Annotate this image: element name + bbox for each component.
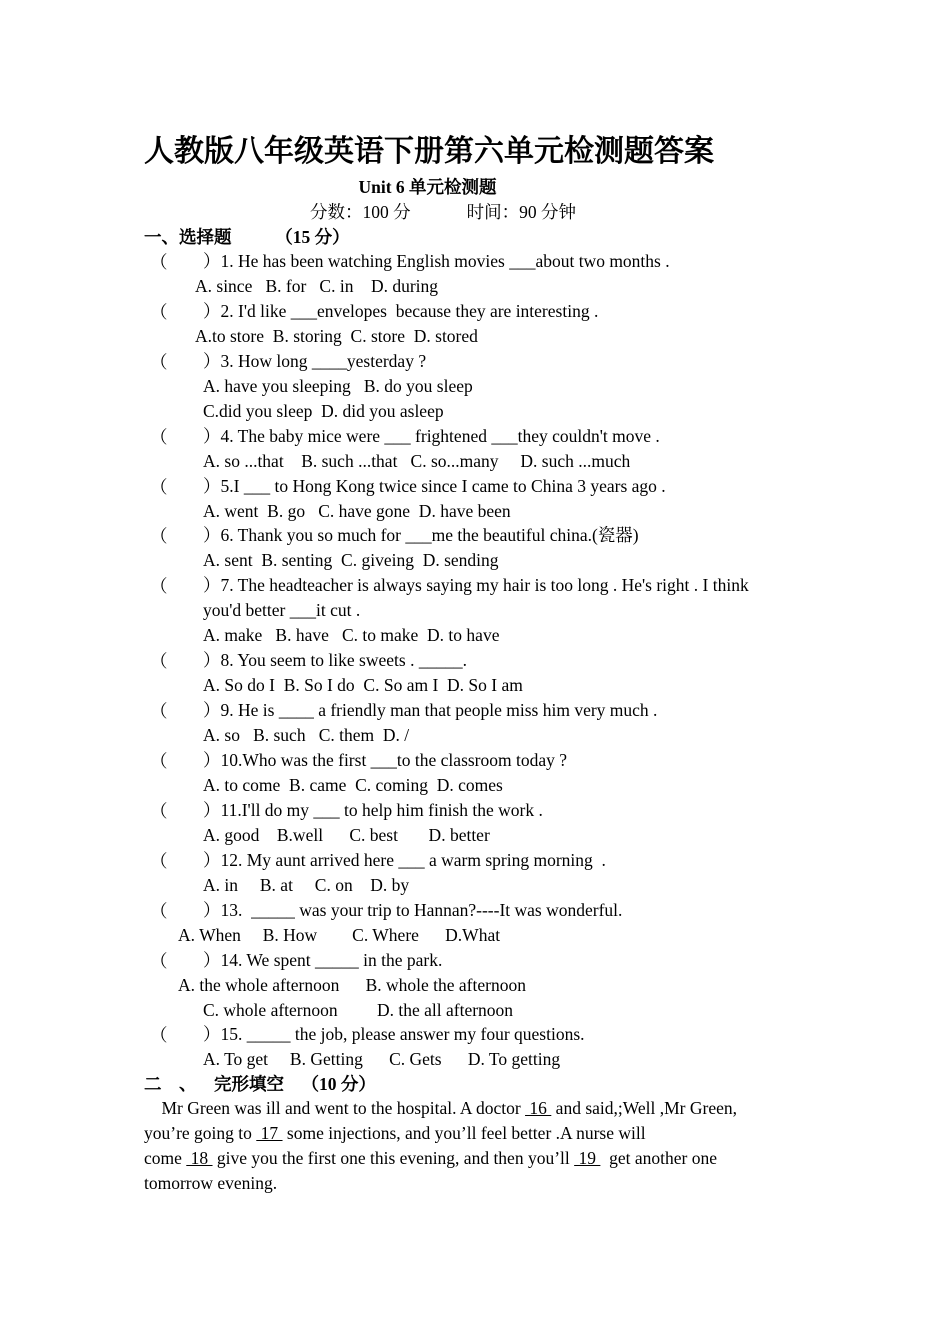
time-info: 时间：90 分钟	[466, 202, 576, 222]
question-2: ）2. I'd like ___envelopes because they are interesting .	[203, 300, 599, 321]
question-4-options: A. so ...that B. such ...that C. so...many D. such ...much	[203, 450, 631, 471]
question-paren: （	[150, 252, 168, 272]
question-paren: （	[150, 751, 168, 771]
question-2-options: A.to store B. storing C. store D. stored	[195, 325, 478, 346]
question-paren: （	[150, 900, 168, 921]
section-2-heading: 二 、 完形填空 （10 分）	[144, 1074, 376, 1094]
question-paren: （	[150, 701, 168, 722]
blank-18: 18	[186, 1148, 213, 1168]
question-paren: （	[150, 651, 168, 672]
passage-line-2: you’re going to 17 some injections, and you’ll feel better .A nurse will	[144, 1123, 646, 1143]
question-10-options: A. to come B. came C. coming D. comes	[203, 774, 503, 795]
question-paren: （	[150, 426, 168, 447]
blank-17: 17	[256, 1123, 283, 1143]
question-11-options: A. good B.well C. best D. better	[203, 824, 490, 845]
question-paren: （	[150, 800, 168, 821]
exam-meta	[310, 199, 576, 224]
question-paren: （	[150, 301, 168, 322]
passage-line-1: Mr Green was ill and went to the hospital. A doctor 16 and said,;Well ,Mr Green,	[144, 1098, 737, 1118]
question-4: ）4. The baby mice were ___ frightened ___they couldn't move .	[203, 425, 660, 446]
question-3: ）3. How long ____yesterday ?	[203, 350, 427, 371]
question-8: ）8. You seem to like sweets . _____.	[203, 650, 467, 671]
question-5-options: A. went B. go C. have gone D. have been	[203, 500, 511, 521]
question-9-options: A. so B. such C. them D. /	[203, 725, 410, 746]
question-paren: （	[150, 1025, 168, 1046]
question-14-options: A. the whole afternoon B. whole the afternoon	[178, 974, 526, 995]
question-12: ）12. My aunt arrived here ___ a warm spring morning .	[203, 849, 606, 870]
question-7-continued: you'd better ___it cut .	[203, 600, 361, 621]
page-title: 人教版八年级英语下册第六单元检测题答案	[144, 134, 714, 169]
blank-16: 16	[525, 1098, 552, 1118]
question-5: ）5.I ___ to Hong Kong twice since I came to China 3 years ago .	[203, 475, 666, 496]
section-1-heading: 一、选择题 （15 分）	[144, 227, 350, 247]
question-1-options: A. since B. for C. in D. during	[195, 275, 439, 296]
question-14: ）14. We spent _____ in the park.	[203, 949, 443, 970]
question-7-options: A. make B. have C. to make D. to have	[203, 625, 500, 646]
subtitle: Unit 6 单元检测题	[358, 177, 497, 197]
passage-line-4: tomorrow evening.	[144, 1173, 278, 1193]
question-6-options: A. sent B. senting C. giveing D. sending	[203, 550, 499, 571]
question-paren: （	[150, 476, 168, 497]
question-9: ）9. He is ____ a friendly man that people miss him very much .	[203, 700, 658, 721]
question-paren: （	[150, 576, 168, 597]
question-10: ）10.Who was the first ___to the classroom today ?	[203, 750, 568, 770]
question-15-options: A. To get B. Getting C. Gets D. To getting	[203, 1049, 561, 1070]
question-3-options: C.did you sleep D. did you asleep	[203, 400, 444, 421]
passage-line-3: come 18 give you the first one this evening, and then you’ll 19 get another one	[144, 1148, 718, 1168]
question-paren: （	[150, 950, 168, 971]
question-11: ）11.I'll do my ___ to help him finish the work .	[203, 799, 543, 820]
question-14-options: C. whole afternoon D. the all afternoon	[203, 999, 514, 1020]
question-12-options: A. in B. at C. on D. by	[203, 874, 410, 895]
question-1: ）1. He has been watching English movies ___about two months .	[203, 251, 670, 271]
score-info: 分数：100 分	[310, 202, 411, 222]
question-13-options: A. When B. How C. Where D.What	[178, 924, 501, 945]
blank-19: 19	[574, 1148, 601, 1168]
question-paren: （	[150, 850, 168, 871]
question-paren: （	[150, 526, 168, 547]
question-8-options: A. So do I B. So I do C. So am I D. So I am	[203, 675, 523, 696]
question-13: ）13. _____ was your trip to Hannan?----It was wonderful.	[203, 899, 623, 920]
question-6: ）6. Thank you so much for ___me the beautiful china.(瓷器)	[203, 525, 639, 546]
question-paren: （	[150, 351, 168, 372]
question-3-options: A. have you sleeping B. do you sleep	[203, 375, 473, 396]
question-15: ）15. _____ the job, please answer my four questions.	[203, 1024, 585, 1045]
question-7: ）7. The headteacher is always saying my hair is too long . He's right . I think	[203, 575, 749, 596]
